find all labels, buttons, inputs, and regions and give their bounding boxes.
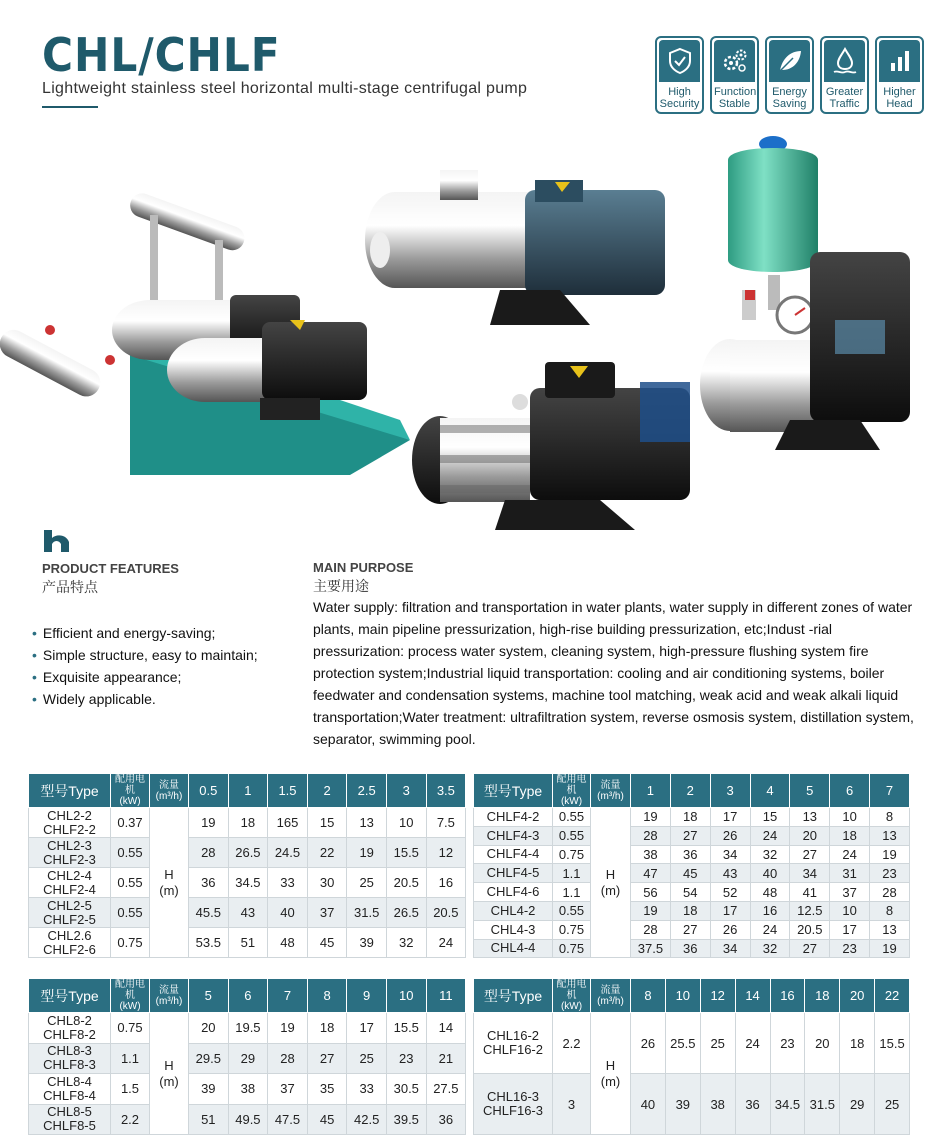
type-header: 型号Type	[474, 979, 553, 1013]
head-value-cell: 52	[710, 883, 750, 902]
head-value-cell: 29.5	[189, 1043, 229, 1074]
head-value-cell: 8	[870, 901, 910, 920]
table-row	[29, 808, 466, 838]
head-value-cell: 51	[228, 928, 268, 958]
performance-table-chl16	[473, 978, 910, 1135]
head-value-cell: 45.5	[189, 898, 229, 928]
flow-value-header: 2	[670, 774, 710, 808]
flow-value-header: 6	[228, 979, 268, 1013]
head-value-cell: 34	[710, 845, 750, 864]
head-value-cell: 36	[189, 868, 229, 898]
badge-higher-head	[875, 36, 924, 114]
head-value-cell: 28	[189, 838, 229, 868]
head-value-cell: 23	[870, 864, 910, 883]
badge-label: Traffic	[829, 98, 860, 110]
page-subtitle: Lightweight stainless steel horizontal multi-stage centrifugal pump	[42, 80, 528, 97]
head-value-cell: 31.5	[347, 898, 387, 928]
head-value-cell: 10	[830, 808, 870, 827]
motor-power-cell: 0.55	[553, 901, 591, 920]
head-value-cell: 43	[710, 864, 750, 883]
table-header-row	[474, 774, 910, 808]
type-header: 型号Type	[29, 979, 111, 1013]
table-row	[474, 883, 910, 902]
badge-label: Head	[886, 98, 913, 110]
booster-set-image	[0, 190, 410, 475]
head-value-cell: 15.5	[386, 1013, 426, 1044]
head-value-cell: 13	[790, 808, 830, 827]
head-value-cell: 23	[830, 939, 870, 958]
head-value-cell: 40	[631, 1074, 666, 1135]
model-cell: CHL16-2 CHLF16-2	[474, 1013, 553, 1074]
head-unit-cell: H (m)	[591, 808, 631, 958]
model-cell: CHL16-3 CHLF16-3	[474, 1074, 553, 1135]
flow-header: 流量 (m³/h)	[150, 979, 189, 1013]
head-value-cell: 37	[830, 883, 870, 902]
head-value-cell: 47	[631, 864, 671, 883]
flow-header: 流量 (m³/h)	[591, 774, 631, 808]
head-value-cell: 30.5	[386, 1074, 426, 1105]
flow-value-header: 8	[631, 979, 666, 1013]
model-cell: CHL8-3 CHLF8-3	[29, 1043, 111, 1074]
product-photos	[0, 130, 935, 530]
model-cell: CHLF4-4	[474, 845, 553, 864]
table-header-row	[29, 774, 466, 808]
motor-power-cell: 3	[553, 1074, 591, 1135]
head-value-cell: 49.5	[228, 1104, 268, 1135]
head-value-cell: 17	[830, 920, 870, 939]
head-value-cell: 42.5	[347, 1104, 387, 1135]
head-value-cell: 25	[347, 1043, 387, 1074]
head-value-cell: 29	[840, 1074, 875, 1135]
head-value-cell: 40	[268, 898, 308, 928]
table-row	[474, 864, 910, 883]
head-value-cell: 20	[805, 1013, 840, 1074]
flow-value-header: 3	[710, 774, 750, 808]
model-cell: CHL2-5 CHLF2-5	[29, 898, 111, 928]
model-cell: CHL8-2 CHLF8-2	[29, 1013, 111, 1044]
head-value-cell: 54	[670, 883, 710, 902]
head-value-cell: 37.5	[631, 939, 671, 958]
head-value-cell: 18	[670, 808, 710, 827]
badge-label: Stable	[718, 98, 751, 110]
head-value-cell: 19	[631, 808, 671, 827]
head-unit-cell: H (m)	[591, 1013, 631, 1135]
flow-header: 流量 (m³/h)	[591, 979, 631, 1013]
head-value-cell: 35	[307, 1074, 347, 1105]
motor-header: 配用电机 (kW)	[111, 774, 150, 808]
flow-value-header: 5	[189, 979, 229, 1013]
head-value-cell: 19	[189, 808, 229, 838]
head-value-cell: 25.5	[665, 1013, 700, 1074]
head-value-cell: 24	[426, 928, 466, 958]
motor-power-cell: 1.1	[553, 883, 591, 902]
head-value-cell: 32	[750, 939, 790, 958]
table-row	[29, 1013, 466, 1044]
head-value-cell: 36	[670, 845, 710, 864]
flow-value-header: 2	[307, 774, 347, 808]
horizontal-multistage-pump-image	[412, 362, 690, 530]
head-value-cell: 45	[307, 928, 347, 958]
motor-power-cell: 0.55	[553, 808, 591, 827]
flow-value-header: 22	[875, 979, 910, 1013]
head-value-cell: 45	[670, 864, 710, 883]
head-value-cell: 18	[307, 1013, 347, 1044]
flow-value-header: 12	[700, 979, 735, 1013]
motor-header: 配用电机 (kW)	[553, 979, 591, 1013]
head-value-cell: 23	[770, 1013, 805, 1074]
head-value-cell: 27	[790, 939, 830, 958]
head-value-cell: 17	[710, 901, 750, 920]
badge-label: High	[668, 86, 691, 98]
head-value-cell: 53.5	[189, 928, 229, 958]
head-value-cell: 34.5	[228, 868, 268, 898]
head-value-cell: 12	[426, 838, 466, 868]
badge-label: Function	[714, 86, 757, 98]
model-cell: CHL2-2 CHLF2-2	[29, 808, 111, 838]
model-cell: CHLF4-3	[474, 826, 553, 845]
head-value-cell: 19.5	[228, 1013, 268, 1044]
list-item: • Widely applicable.	[32, 688, 258, 710]
features-list	[32, 622, 258, 710]
flow-value-header: 7	[870, 774, 910, 808]
head-value-cell: 19	[870, 845, 910, 864]
head-value-cell: 28	[631, 826, 671, 845]
model-cell: CHLF4-5	[474, 864, 553, 883]
table-header-row	[474, 979, 910, 1013]
head-value-cell: 47.5	[268, 1104, 308, 1135]
badge-energy-saving	[765, 36, 814, 114]
table-row	[474, 845, 910, 864]
head-value-cell: 56	[631, 883, 671, 902]
head-value-cell: 12.5	[790, 901, 830, 920]
badge-label: Higher	[883, 86, 916, 98]
head-value-cell: 26	[631, 1013, 666, 1074]
head-value-cell: 27.5	[426, 1074, 466, 1105]
head-value-cell: 15.5	[875, 1013, 910, 1074]
brand-logo-icon	[42, 528, 72, 554]
motor-power-cell: 2.2	[111, 1104, 150, 1135]
water-drop-icon	[830, 46, 860, 76]
flow-value-header: 16	[770, 979, 805, 1013]
head-value-cell: 37	[307, 898, 347, 928]
flow-value-header: 2.5	[347, 774, 387, 808]
motor-power-cell: 0.75	[553, 939, 591, 958]
head-value-cell: 34	[710, 939, 750, 958]
motor-power-cell: 0.75	[553, 920, 591, 939]
performance-table-chl8	[28, 978, 466, 1135]
feature-badges	[655, 36, 924, 114]
head-value-cell: 33	[268, 868, 308, 898]
head-value-cell: 25	[875, 1074, 910, 1135]
badge-label: Saving	[772, 98, 807, 110]
head-value-cell: 18	[840, 1013, 875, 1074]
head-value-cell: 24	[830, 845, 870, 864]
head-value-cell: 38	[700, 1074, 735, 1135]
features-title: PRODUCT FEATURES	[42, 561, 179, 576]
motor-power-cell: 0.55	[111, 898, 150, 928]
flow-value-header: 0.5	[189, 774, 229, 808]
head-value-cell: 28	[268, 1043, 308, 1074]
head-value-cell: 18	[228, 808, 268, 838]
purpose-text: Water supply: filtration and transportation in water plants, water supply in different zones of water plants, main pipeline pressurization, high-rise building pressurization, etc;Indust -rial pressurization: process water system, cleaning system, high-pressure flushing system fire protection system;Industrial liquid transportation: cooling and air conditioning systems, boiler feedwater and condensation systems, machine tool matching, weak acid and weak alkali liquid transportation;Water treatment: ultrafiltration system, reverse osmosis system, distillation system, separator, swimming pool.	[313, 599, 914, 747]
head-value-cell: 25	[700, 1013, 735, 1074]
head-value-cell: 36	[735, 1074, 770, 1135]
head-value-cell: 33	[347, 1074, 387, 1105]
head-value-cell: 19	[870, 939, 910, 958]
head-value-cell: 34.5	[770, 1074, 805, 1135]
head-value-cell: 22	[307, 838, 347, 868]
gears-icon	[720, 46, 750, 76]
head-value-cell: 13	[347, 808, 387, 838]
motor-header: 配用电机 (kW)	[111, 979, 150, 1013]
head-value-cell: 28	[870, 883, 910, 902]
head-value-cell: 38	[631, 845, 671, 864]
badge-greater-traffic	[820, 36, 869, 114]
head-value-cell: 30	[307, 868, 347, 898]
motor-power-cell: 1.1	[111, 1043, 150, 1074]
head-value-cell: 25	[347, 868, 387, 898]
performance-table-chl4	[473, 773, 910, 958]
head-value-cell: 31.5	[805, 1074, 840, 1135]
head-value-cell: 18	[830, 826, 870, 845]
head-value-cell: 16	[750, 901, 790, 920]
head-value-cell: 32	[750, 845, 790, 864]
head-value-cell: 29	[228, 1043, 268, 1074]
head-value-cell: 39	[665, 1074, 700, 1135]
flow-value-header: 3.5	[426, 774, 466, 808]
head-value-cell: 26.5	[228, 838, 268, 868]
model-cell: CHL2-3 CHLF2-3	[29, 838, 111, 868]
motor-power-cell: 0.75	[111, 1013, 150, 1044]
head-value-cell: 21	[426, 1043, 466, 1074]
head-value-cell: 34	[790, 864, 830, 883]
table-row	[29, 1104, 466, 1135]
head-value-cell: 15.5	[386, 838, 426, 868]
head-value-cell: 15	[307, 808, 347, 838]
head-value-cell: 16	[426, 868, 466, 898]
table-row	[474, 826, 910, 845]
badge-function-stable	[710, 36, 759, 114]
model-cell: CHL4-3	[474, 920, 553, 939]
head-value-cell: 41	[790, 883, 830, 902]
head-value-cell: 24	[750, 826, 790, 845]
model-cell: CHL4-4	[474, 939, 553, 958]
badge-high-security	[655, 36, 704, 114]
badge-label: Energy	[772, 86, 807, 98]
head-value-cell: 17	[710, 808, 750, 827]
flow-value-header: 11	[426, 979, 466, 1013]
head-value-cell: 51	[189, 1104, 229, 1135]
type-header: 型号Type	[29, 774, 111, 808]
head-value-cell: 10	[830, 901, 870, 920]
leaf-icon	[775, 46, 805, 76]
model-cell: CHL8-4 CHLF8-4	[29, 1074, 111, 1105]
flow-value-header: 9	[347, 979, 387, 1013]
list-item: • Efficient and energy-saving;	[32, 622, 258, 644]
flow-value-header: 7	[268, 979, 308, 1013]
head-value-cell: 32	[386, 928, 426, 958]
flow-value-header: 1	[631, 774, 671, 808]
head-value-cell: 27	[670, 826, 710, 845]
head-value-cell: 26	[710, 826, 750, 845]
head-value-cell: 10	[386, 808, 426, 838]
head-unit-cell: H (m)	[150, 1013, 189, 1135]
shield-icon	[665, 46, 695, 76]
flow-value-header: 1.5	[268, 774, 308, 808]
head-value-cell: 39	[189, 1074, 229, 1105]
blue-motor-pump-image	[365, 170, 665, 325]
head-value-cell: 36	[670, 939, 710, 958]
table-row	[474, 939, 910, 958]
table-row	[29, 1043, 466, 1074]
page-title: CHL/CHLF	[42, 28, 281, 82]
head-value-cell: 26.5	[386, 898, 426, 928]
flow-value-header: 10	[386, 979, 426, 1013]
purpose-title-cn: 主要用途	[313, 578, 369, 594]
head-value-cell: 28	[631, 920, 671, 939]
model-cell: CHL4-2	[474, 901, 553, 920]
motor-power-cell: 1.1	[553, 864, 591, 883]
head-value-cell: 17	[347, 1013, 387, 1044]
head-value-cell: 31	[830, 864, 870, 883]
model-cell: CHL2.6 CHLF2-6	[29, 928, 111, 958]
head-value-cell: 27	[670, 920, 710, 939]
table-row	[29, 898, 466, 928]
motor-power-cell: 1.5	[111, 1074, 150, 1105]
head-value-cell: 19	[631, 901, 671, 920]
motor-header: 配用电机 (kW)	[553, 774, 591, 808]
motor-power-cell: 0.75	[553, 845, 591, 864]
head-value-cell: 38	[228, 1074, 268, 1105]
motor-power-cell: 0.55	[553, 826, 591, 845]
head-value-cell: 39	[347, 928, 387, 958]
badge-label: Security	[659, 98, 700, 110]
flow-value-header: 6	[830, 774, 870, 808]
table-row	[29, 868, 466, 898]
head-value-cell: 20.5	[386, 868, 426, 898]
flow-value-header: 18	[805, 979, 840, 1013]
table-row	[29, 1074, 466, 1105]
table-row	[474, 901, 910, 920]
flow-value-header: 3	[386, 774, 426, 808]
flow-value-header: 1	[228, 774, 268, 808]
table-row	[474, 1074, 910, 1135]
motor-power-cell: 0.75	[111, 928, 150, 958]
model-cell: CHLF4-6	[474, 883, 553, 902]
head-value-cell: 37	[268, 1074, 308, 1105]
flow-value-header: 8	[307, 979, 347, 1013]
head-value-cell: 24.5	[268, 838, 308, 868]
badge-label: Greater	[825, 86, 864, 98]
head-value-cell: 23	[386, 1043, 426, 1074]
head-value-cell: 165	[268, 808, 308, 838]
table-row	[474, 1013, 910, 1074]
type-header: 型号Type	[474, 774, 553, 808]
flow-value-header: 4	[750, 774, 790, 808]
flow-header: 流量 (m³/h)	[150, 774, 189, 808]
purpose-title: MAIN PURPOSE	[313, 560, 414, 575]
motor-power-cell: 0.55	[111, 838, 150, 868]
table-header-row	[29, 979, 466, 1013]
table-row	[29, 838, 466, 868]
flow-value-header: 20	[840, 979, 875, 1013]
pump-with-pressure-tank-image	[700, 136, 910, 450]
head-value-cell: 8	[870, 808, 910, 827]
head-value-cell: 45	[307, 1104, 347, 1135]
model-cell: CHL2-4 CHLF2-4	[29, 868, 111, 898]
model-cell: CHLF4-2	[474, 808, 553, 827]
flow-value-header: 5	[790, 774, 830, 808]
motor-power-cell: 0.55	[111, 868, 150, 898]
head-value-cell: 7.5	[426, 808, 466, 838]
head-value-cell: 24	[735, 1013, 770, 1074]
head-value-cell: 20	[790, 826, 830, 845]
list-item: • Simple structure, easy to maintain;	[32, 644, 258, 666]
features-title-cn: 产品特点	[42, 579, 98, 595]
head-value-cell: 15	[750, 808, 790, 827]
model-cell: CHL8-5 CHLF8-5	[29, 1104, 111, 1135]
motor-power-cell: 2.2	[553, 1013, 591, 1074]
head-value-cell: 19	[347, 838, 387, 868]
head-value-cell: 13	[870, 920, 910, 939]
head-value-cell: 20.5	[426, 898, 466, 928]
table-row	[474, 808, 910, 827]
head-value-cell: 36	[426, 1104, 466, 1135]
head-value-cell: 20	[189, 1013, 229, 1044]
bars-icon	[885, 46, 915, 76]
flow-value-header: 14	[735, 979, 770, 1013]
head-value-cell: 48	[750, 883, 790, 902]
performance-table-chl2	[28, 773, 466, 958]
head-value-cell: 27	[307, 1043, 347, 1074]
head-value-cell: 13	[870, 826, 910, 845]
head-value-cell: 27	[790, 845, 830, 864]
head-unit-cell: H (m)	[150, 808, 189, 958]
table-row	[29, 928, 466, 958]
head-value-cell: 40	[750, 864, 790, 883]
head-value-cell: 14	[426, 1013, 466, 1044]
head-value-cell: 19	[268, 1013, 308, 1044]
list-item: • Exquisite appearance;	[32, 666, 258, 688]
title-divider	[42, 106, 98, 108]
table-row	[474, 920, 910, 939]
head-value-cell: 43	[228, 898, 268, 928]
flow-value-header: 10	[665, 979, 700, 1013]
head-value-cell: 39.5	[386, 1104, 426, 1135]
motor-power-cell: 0.37	[111, 808, 150, 838]
head-value-cell: 24	[750, 920, 790, 939]
head-value-cell: 20.5	[790, 920, 830, 939]
head-value-cell: 48	[268, 928, 308, 958]
head-value-cell: 18	[670, 901, 710, 920]
head-value-cell: 26	[710, 920, 750, 939]
